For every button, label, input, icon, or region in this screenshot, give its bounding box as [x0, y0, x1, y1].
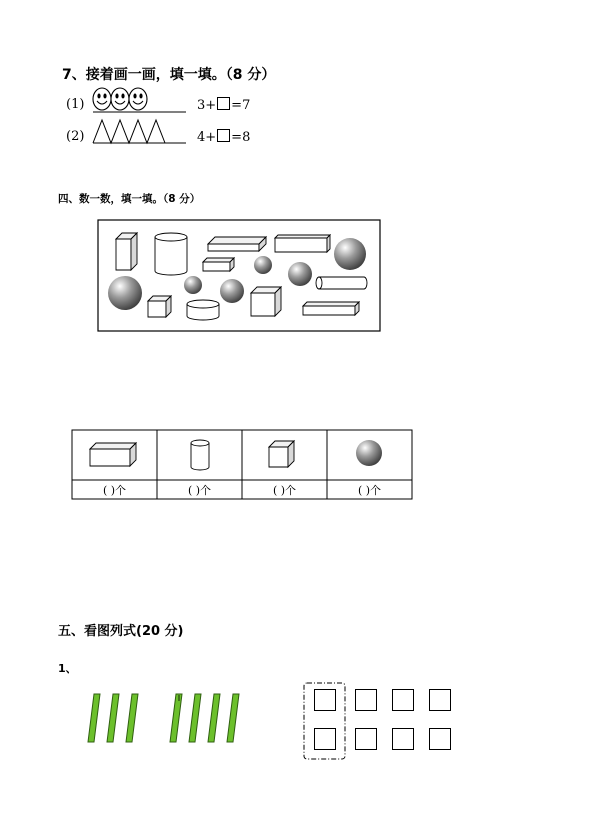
triangles-pattern [90, 116, 190, 146]
stick [227, 694, 239, 742]
count-sphere[interactable]: ( )个 [357, 484, 382, 497]
row-1-number: (1) [66, 97, 85, 112]
stick [208, 694, 220, 742]
question-1-label: 1、 [58, 662, 77, 675]
question-7-title: 7、接着画一画，填一填。（8 分） [62, 67, 276, 83]
row-1-equation: 3+ =7 [197, 98, 251, 113]
row-2-number: (2) [66, 129, 85, 144]
answer-square[interactable] [314, 689, 336, 711]
stick [107, 694, 119, 742]
answer-square[interactable] [392, 689, 414, 711]
count-cuboid[interactable]: ( )个 [102, 484, 127, 497]
answer-box[interactable] [217, 97, 230, 110]
stick [170, 694, 182, 742]
count-cylinder[interactable]: ( )个 [187, 484, 212, 497]
answer-square[interactable] [314, 728, 336, 750]
answer-square[interactable] [355, 689, 377, 711]
row-2-equation: 4+ =8 [197, 130, 251, 145]
answer-square[interactable] [392, 728, 414, 750]
sphere-icon [356, 440, 382, 466]
stick [126, 694, 138, 742]
sticks-picture [84, 688, 254, 748]
section-4-title: 四、数一数，填一填。（8 分） [58, 193, 201, 205]
answer-box[interactable] [217, 129, 230, 142]
smiley-faces [90, 86, 190, 116]
shapes-picture [97, 219, 381, 332]
count-cube[interactable]: ( )个 [272, 484, 297, 497]
stick [88, 694, 100, 742]
answer-square[interactable] [429, 689, 451, 711]
answer-square[interactable] [429, 728, 451, 750]
section-5-title: 五、看图列式(20 分) [58, 624, 184, 639]
stick [189, 694, 201, 742]
answer-square[interactable] [355, 728, 377, 750]
